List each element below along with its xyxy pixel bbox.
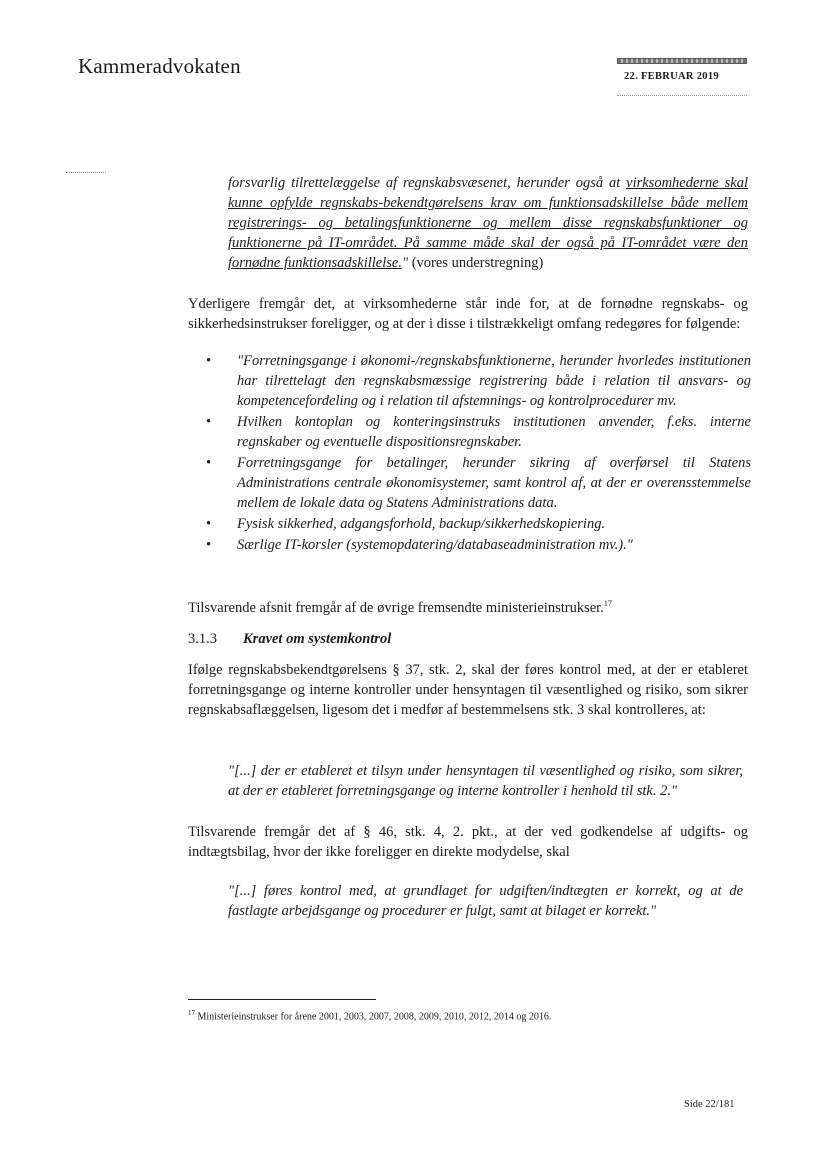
list-item-text: Fysisk sikkerhed, adgangsforhold, backup/sikkerhedskopiering. [237, 516, 606, 532]
footnote [188, 1009, 551, 1022]
footnote-rule [188, 999, 376, 1000]
list-item [206, 514, 751, 534]
paragraph-1: Yderligere fremgår det, at virksomhederne står inde for, at de fornødne regnskabs- og sikkerhedsinstrukser foreligger, og at der i disse i tilstrækkeligt omfang redegøres for følgende: [188, 296, 748, 332]
quote-intro-underlined: virksomhederne skal kunne opfylde regnskabs-bekendtgørelsens krav om funktionsadskillelse både mellem registrerings- og betalingsfunktionerne og mellem disse regnskabsfunktioner og funktionerne på IT-området. På samme måde skal der også på IT-området være den fornødne funktionsadskillelse. [228, 175, 748, 271]
list-item-text: Hvilken kontoplan og konteringsinstruks institutionen anvender, f.eks. interne regnskaber og eventuelle dispositionsregnskaber. [237, 414, 751, 450]
paragraph-2-text: Tilsvarende afsnit fremgår af de øvrige fremsendte ministerieinstrukser. [188, 599, 604, 616]
quote-intro [228, 173, 748, 273]
document-date: 22. FEBRUAR 2019 [624, 71, 719, 82]
list-item [206, 453, 751, 513]
quote-intro-start: forsvarlig tilrettelæggelse af regnskabsvæsenet, herunder også at [228, 175, 627, 191]
paragraph-3: Ifølge regnskabsbekendtgørelsens § 37, stk. 2, skal der føres kontrol med, at der er etableret forretningsgange og interne kontroller under hensyntagen til væsentlighed og risiko, som sikrer regnskabsaflæggelsen, ligesom det i medfør af bestemmelsens stk. 3 skal kontrolleres, at: [188, 662, 748, 718]
section-title: Kravet om systemkontrol [243, 631, 392, 647]
quote-intro-note: (vores understregning) [408, 255, 544, 271]
quote-intro-close: " [401, 255, 409, 271]
quote-2: "[...] der er etableret et tilsyn under hensyntagen til væsentlighed og risiko, som sikrer, at der er etableret forretningsgange og interne kontroller i henhold til stk. 2." [228, 763, 743, 799]
list-item-text: "Forretningsgange i økonomi-/regnskabsfunktionerne, herunder hvorledes institutionen har tilrettelagt den regnskabsmæssige registrering både i relation til ansvars- og kompetencefordeling og i relation til afstemnings- og kontrolprocedurer mv. [237, 353, 751, 409]
list-item [206, 351, 751, 411]
bullet-icon: • [206, 353, 212, 369]
header-decoration [617, 58, 747, 64]
footnote-text: Ministerieinstrukser for årene 2001, 2003, 2007, 2008, 2009, 2010, 2012, 2014 og 2016. [197, 1011, 552, 1023]
bullet-icon: • [206, 516, 212, 532]
bullet-icon: • [206, 455, 212, 471]
paragraph-4: Tilsvarende fremgår det af § 46, stk. 4, 2. pkt., at der ved godkendelse af udgifts- og indtægtsbilag, hvor der ikke foreligger en direkte modydelse, skal [188, 824, 748, 860]
quote-3: "[...] føres kontrol med, at grundlaget for udgiften/indtægten er korrekt, og at de fastlagte arbejdsgange og procedurer er fulgt, samt at bilaget er korrekt." [228, 883, 743, 919]
bullet-icon: • [206, 537, 212, 553]
org-name: Kammeradvokaten [78, 54, 241, 78]
list-item [206, 535, 751, 555]
list-item-text: Forretningsgange for betalinger, herunder sikring af overførsel til Statens Administrations centrale økonomisystemer, samt kontrol af, at der er overensstemmelse mellem de lokale data og Statens Administrations data. [237, 455, 751, 511]
header-rule [617, 95, 747, 96]
paragraph-2 [188, 594, 748, 618]
section-number: 3.1.3 [188, 631, 217, 647]
page-number: Side 22/181 [684, 1099, 735, 1110]
footnote-ref: 17 [603, 599, 612, 608]
footnote-marker: 17 [188, 1009, 195, 1017]
list-item [206, 412, 751, 452]
bullet-list [206, 351, 751, 556]
bullet-icon: • [206, 414, 212, 430]
margin-mark [66, 172, 106, 173]
list-item-text: Særlige IT-korsler (systemopdatering/databaseadministration mv.)." [237, 537, 633, 553]
